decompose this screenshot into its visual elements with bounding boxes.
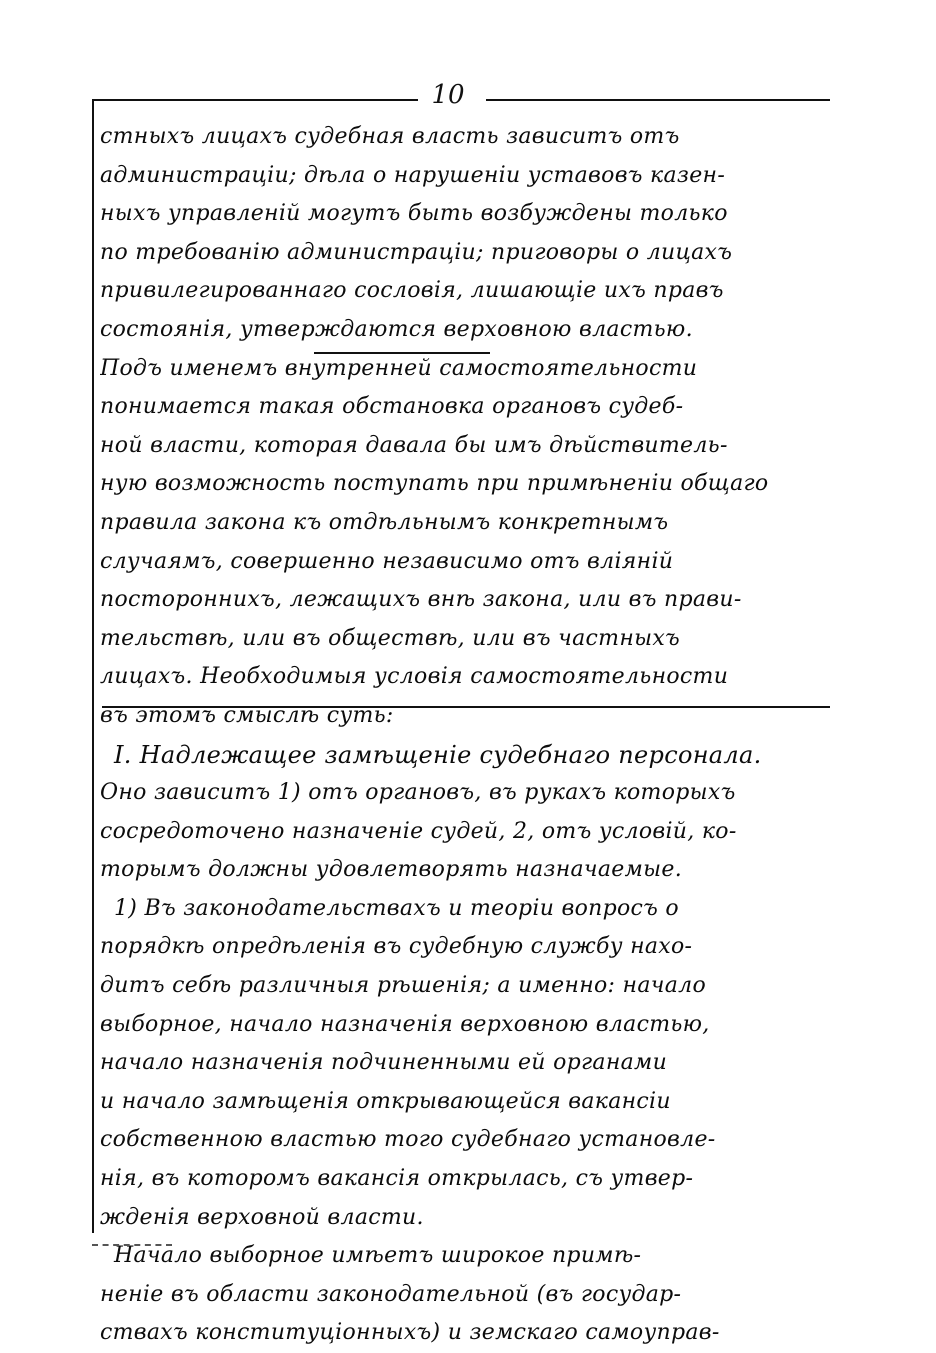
text-line: ствахъ конституціонныхъ) и земскаго самоуправ- — [100, 1320, 720, 1346]
text-line: состоянія, утверждаются верховною властью. — [100, 316, 693, 342]
section-heading: I. Надлежащее замѣщеніе судебнаго персонала. — [114, 740, 762, 769]
text-line: стныхъ лицахъ судебная власть зависитъ отъ — [100, 124, 680, 149]
text-line: тельствѣ, или въ обществѣ, или въ частныхъ — [100, 625, 681, 651]
text-line: ныхъ управленій могутъ быть возбуждены только — [100, 201, 728, 227]
top-rule-right — [486, 99, 830, 101]
text-line: и начало замѣщенія открывающейся вакансіи — [100, 1088, 671, 1114]
bottom-dash-marks — [92, 1244, 172, 1246]
text-line: жденія верховной власти. — [100, 1204, 424, 1230]
text-line: торымъ должны удовлетворять назначаемые. — [100, 857, 682, 883]
text-line: случаямъ, совершенно независимо отъ вліяній — [100, 548, 674, 574]
text-line: постороннихъ, лежащихъ внѣ закона, или въ прави- — [100, 587, 742, 613]
handwritten-text — [100, 118, 838, 1353]
text-line: ную возможность поступать при примѣненіи общаго — [100, 471, 769, 497]
text-line: привилегированнаго сословія, лишающіе ихъ правъ — [100, 278, 724, 304]
text-line: Оно зависитъ 1) отъ органовъ, въ рукахъ которыхъ — [100, 780, 736, 806]
text-line: дитъ себѣ различныя рѣшенія; а именно: начало — [100, 973, 707, 999]
text-line: Начало выборное имѣетъ широкое примѣ- — [114, 1243, 642, 1269]
text-line: порядкѣ опредѣленія въ судебную службу нахо- — [100, 934, 693, 960]
left-margin-rule — [92, 99, 94, 1233]
text-line: администраціи; дѣла о нарушеніи уставовъ казен- — [100, 162, 726, 188]
text-line: неніе въ области законодательной (въ государ- — [100, 1281, 682, 1307]
text-line: Подъ именемъ внутренней самостоятельности — [100, 355, 698, 381]
text-line: 1) Въ законодательствахъ и теоріи вопросъ о — [114, 895, 679, 921]
text-line: нія, въ которомъ вакансія открылась, съ утвер- — [100, 1166, 694, 1192]
text-line: сосредоточено назначеніе судей, 2, отъ условій, ко- — [100, 818, 737, 844]
text-line: лицахъ. Необходимыя условія самостоятельности — [100, 664, 729, 690]
text-line: по требованію администраціи; приговоры о лицахъ — [100, 239, 733, 265]
top-rule-left — [92, 99, 418, 101]
text-line: начало назначенія подчиненными ей органами — [100, 1050, 668, 1076]
text-line: ной власти, которая давала бы имъ дѣйствитель- — [100, 432, 728, 458]
text-line: выборное, начало назначенія верховною властью, — [100, 1011, 710, 1037]
text-line: правила закона къ отдѣльнымъ конкретнымъ — [100, 509, 669, 535]
text-line: въ этомъ смыслѣ суть: — [100, 702, 394, 728]
text-line: понимается такая обстановка органовъ судеб- — [100, 394, 684, 420]
page-number: 10 — [431, 80, 465, 110]
text-line: собственною властью того судебнаго установле- — [100, 1127, 716, 1153]
